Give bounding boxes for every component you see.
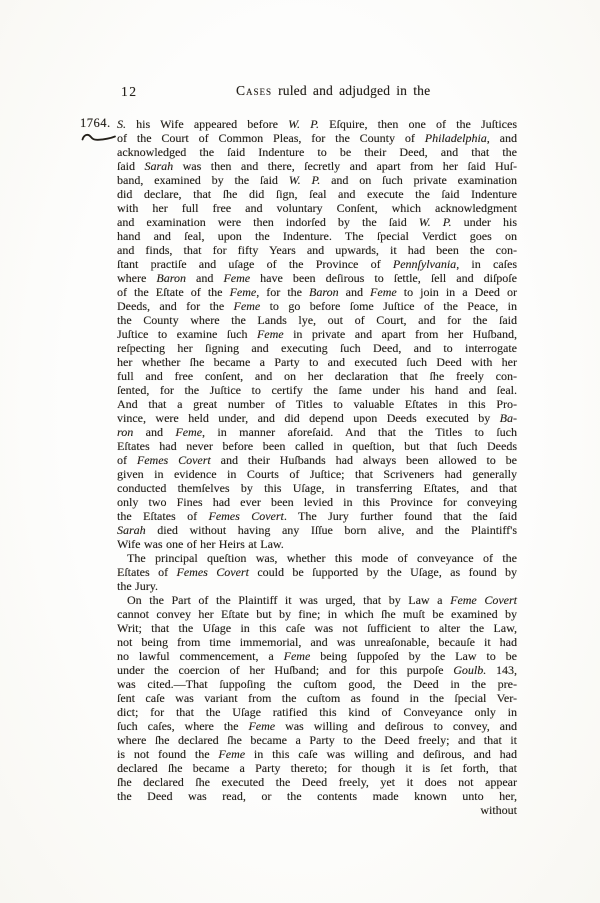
text-line: dict; for that the Uſage ratified this kind of Conveyance only in — [117, 705, 517, 719]
italic-text: ron — [117, 425, 134, 439]
text-line: with her full free and voluntary Conſent, which acknowledgment — [117, 201, 517, 215]
text-line: and finds, that for fifty Years and upwards, it had been the con- — [117, 243, 517, 257]
margin-year: 1764. — [80, 116, 111, 130]
text-line: of Femes Covert and their Huſbands had always been allowed to be — [117, 453, 517, 467]
text-line: declared ſhe became a Party thereto; for though it is ſet forth, that — [117, 761, 517, 775]
italic-text: Feme — [370, 285, 397, 299]
italic-text: Baron — [309, 285, 339, 299]
text-line: vince, were held under, and did depend upon Deeds executed by Ba- — [117, 411, 517, 425]
italic-text: Feme — [223, 271, 251, 285]
text-line: cannot convey her Eſtate but by fine; in which ſhe muſt be examined by — [117, 607, 517, 621]
text-line: of the Eſtate of the Feme, for the Baron and Feme to join in a Deed or — [117, 285, 517, 299]
small-caps-text: Cases — [236, 83, 273, 98]
text-line: the Deed was read, or the contents made known unto her, — [117, 789, 517, 803]
text-line: S. his Wife appeared before W. P. Eſquire, then one of the Juſtices — [117, 117, 518, 131]
text-line: Deeds, and for the Feme to go before ſome Juſtice of the Peace, in — [117, 299, 517, 313]
text-line: given in evidence in Courts of Juſtice; that Scriveners had generally — [117, 467, 517, 481]
text-line: acknowledged the ſaid Indenture to be their Deed, and that the — [117, 145, 517, 159]
italic-text: Baron — [156, 271, 186, 285]
text-line: is not found the Feme in this caſe was willing and deſirous, and had — [117, 747, 517, 761]
text-line: ron and Feme, in manner aforeſaid. And that the Titles to ſuch — [117, 425, 517, 439]
text-line: the County where the Lands lye, out of Court, and for the ſaid — [117, 313, 517, 327]
italic-text: Femes Covert — [136, 453, 211, 467]
text-line: did declare, that ſhe did ſign, ſeal and execute the ſaid Indenture — [117, 187, 517, 201]
text-line: of the Court of Common Pleas, for the County of Philadelphia, and — [117, 131, 517, 145]
italic-text: Feme — [233, 299, 261, 313]
text-line: Writ; that the Uſage in this caſe was not ſufficient to alter the Law, — [117, 621, 517, 635]
italic-text: Feme — [218, 747, 246, 761]
italic-text: Goulb. — [453, 663, 487, 677]
text-line: conducted themſelves by this Uſage, in transferring Eſtates, and that — [117, 481, 517, 495]
text-line: her whether ſhe became a Party to and executed ſuch Deed with her — [117, 355, 517, 369]
italic-text: Feme — [175, 425, 203, 439]
body-text — [117, 117, 517, 817]
catchword: without — [480, 803, 517, 817]
italic-text: W. P. — [418, 215, 452, 229]
text-line: was cited.—That ſuppoſing the cuſtom good, the Deed in the pre- — [117, 677, 517, 691]
text-line: where ſhe declared ſhe became a Party to the Deed freely; and that it — [117, 733, 517, 747]
text-line: the Eſtates of Femes Covert. The Jury further found that the ſaid — [117, 509, 517, 523]
text-line: only two Fines had ever been levied in this Province for conveying — [117, 495, 517, 509]
text-line: ſtant practiſe and uſage of the Province of Pennſylvania, in caſes — [117, 257, 517, 271]
text-line: and examination were then indorſed by the ſaid W. P. under his — [117, 215, 517, 229]
page-number: 12 — [121, 84, 138, 99]
italic-text: Feme — [229, 285, 257, 299]
swash-flourish-icon — [81, 131, 117, 143]
text-line: ſented, for the Juſtice to certify the ſame under his hand and ſeal. — [117, 383, 517, 397]
italic-text: Philadelphia — [424, 131, 487, 145]
text-line: reſpecting her ſigning and executing ſuch Deed, and to interrogate — [117, 341, 517, 355]
italic-text: Feme — [248, 719, 276, 733]
italic-text: Femes Covert — [176, 565, 249, 579]
text-line: band, examined by the ſaid W. P. and on ſuch private examination — [117, 173, 517, 187]
text-line: ſent caſe was variant from the cuſtom as found in the ſpecial Ver- — [117, 691, 517, 705]
italic-text: Sarah — [144, 159, 174, 173]
text-line: Eſtates had never before been called in queſtion, but that ſuch Deeds — [117, 439, 517, 453]
text-line: ſuch caſes, where the Feme was willing and deſirous to convey, and — [117, 719, 518, 733]
text-line: Wife was one of her Heirs at Law. — [117, 537, 284, 551]
text-line: the Jury. — [117, 579, 158, 593]
italic-text: Feme — [283, 649, 311, 663]
text-line: not being from time immemorial, and was unreaſonable, becauſe it had — [117, 635, 517, 649]
italic-text: Feme Covert — [450, 593, 518, 607]
italic-text: W. P. — [288, 117, 319, 131]
italic-text: S. — [117, 117, 126, 131]
italic-text: Femes Covert — [208, 509, 284, 523]
running-header: Cases ruled and adjudged in the — [236, 83, 431, 98]
text-line: no lawful commencement, a Feme being ſuppoſed by the Law to be — [117, 649, 517, 663]
margin-year-note — [80, 116, 122, 143]
italic-text: Sarah — [117, 523, 146, 537]
italic-text: Pennſylvania — [392, 257, 457, 271]
italic-text: W. P. — [288, 173, 321, 187]
text-line: The principal queſtion was, whether this mode of conveyance of the — [127, 551, 517, 565]
text-line: Sarah died without having any Iſſue born alive, and the Plaintiff's — [117, 523, 517, 537]
text-line: full and free conſent, and on her declaration that ſhe freely con- — [117, 369, 517, 383]
text-line: under the coercion of her Huſband; and for this purpoſe Goulb. 143, — [117, 663, 517, 677]
text-line: On the Part of the Plaintiff it was urged, that by Law a Feme Covert — [127, 593, 518, 607]
text-line: ſaid Sarah was then and there, ſecretly and apart from her ſaid Huſ- — [117, 159, 517, 173]
text-line: hand and ſeal, upon the Indenture. The ſpecial Verdict goes on — [117, 229, 517, 243]
text-line: ſhe declared ſhe executed the Deed freely, yet it does not appear — [117, 775, 517, 789]
text-line: And that a great number of Titles to valuable Eſtates in this Pro- — [117, 397, 517, 411]
italic-text: Feme — [256, 327, 284, 341]
text-line: where Baron and Feme have been deſirous to ſettle, ſell and diſpoſe — [117, 271, 517, 285]
text-line: Juſtice to examine ſuch Feme in private and apart from her Huſband, — [117, 327, 517, 341]
italic-text: Ba- — [499, 411, 517, 425]
text-line: Eſtates of Femes Covert could be ſupported by the Uſage, as found by — [117, 565, 517, 579]
